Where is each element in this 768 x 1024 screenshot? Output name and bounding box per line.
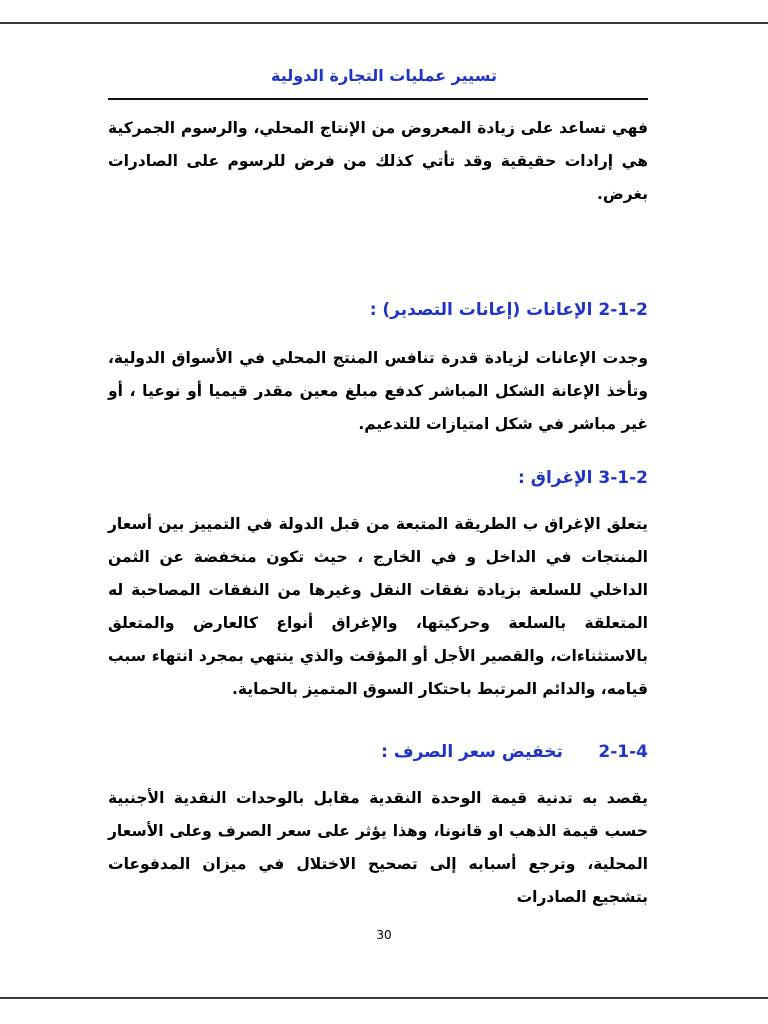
bottom-rule [0, 997, 768, 999]
dumping-paragraph: يتعلق الإغراق ب الطريقة المتبعة من قبل الدولة في التمييز بين أسعار المنتجات في الداخل و في الخارج ، حيث تكون منخفضة عن الثمن الداخلي للسلعة بزيادة نفقات النقل وغيرها من النفقات المصاحبة له المتعلقة بالسلعة وحركيتها، والإغراق أنواع كالعارض والمتعلق بالاستثناءات، والقصير الأجل أو المؤقت والذي ينتهي بمجرد انتهاء سبب قيامه، والدائم المرتبط باحتكار السوق المتميز بالحماية. [108, 515, 648, 698]
section-heading-devaluation: 2-1-4 تخفيض سعر الصرف : [381, 742, 648, 762]
section-heading-dumping: 3-1-2 الإغراق : [518, 468, 648, 488]
page-number: 30 [376, 928, 392, 942]
intro-paragraph: فهي تساعد على زيادة المعروض من الإنتاج المحلي، والرسوم الجمركية هي إرادات حقيقية وقد تأتي كذلك من فرض للرسوم على الصادرات بغرض. [108, 119, 648, 203]
header-divider [108, 98, 648, 100]
running-header-title: تسيير عمليات التجارة الدولية [271, 66, 497, 85]
section-heading-subsidies: 2-1-2 الإعانات (إعانات التصدير) : [369, 300, 648, 320]
top-rule [0, 22, 768, 24]
subsidies-paragraph: وجدت الإعانات لزيادة قدرة تنافس المنتج المحلي في الأسواق الدولية، وتأخذ الإعانة الشكل المباشر كدفع مبلغ معين مقدر قيميا أو نوعيا ، أو غير مباشر في شكل امتيازات للتدعيم. [108, 349, 648, 433]
devaluation-paragraph: يقصد به تدنية قيمة الوحدة النقدية مقابل بالوحدات النقدية الأجنبية حسب قيمة الذهب او قانونا، وهذا يؤثر على سعر الصرف وعلى الأسعار المحلية، وترجع أسبابه إلى تصحيح الاختلال في ميزان المدفوعات بتشجيع الصادرات [108, 789, 648, 906]
